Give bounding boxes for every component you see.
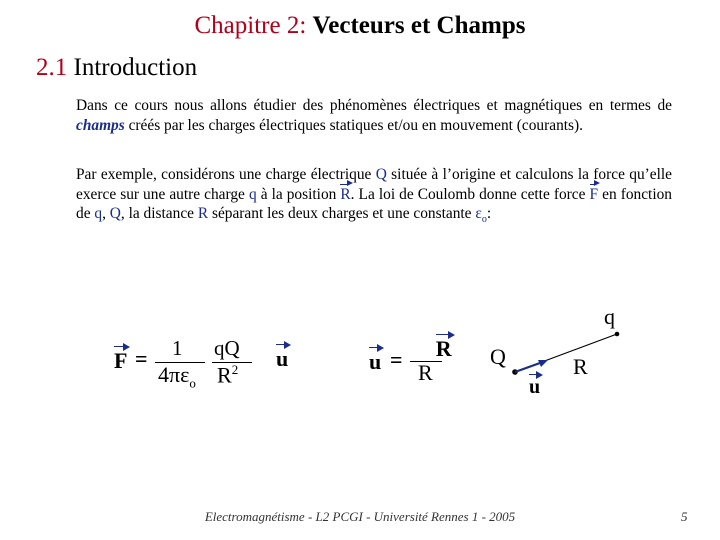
vector-F: F (589, 185, 599, 203)
denominator-4-pi-epsilon: 4πε (158, 362, 190, 387)
formula-2-u: u (369, 349, 382, 374)
formula-2-equals: = (390, 347, 403, 372)
p2-text: à la position (256, 185, 341, 203)
denominator-exponent: 2 (231, 362, 239, 377)
paragraph-1-text-a: Dans ce cours nous allons étudier des phénomènes électriques et magnétiques en termes de (76, 97, 672, 114)
p2-text: . La loi de Coulomb donne cette force (350, 185, 590, 203)
charge-q: q (94, 205, 103, 222)
denominator-R: R (217, 362, 232, 388)
vector-R: R (340, 185, 351, 203)
unit-vector-arrowhead (538, 360, 548, 367)
diagram-label-Q: Q (490, 344, 506, 369)
p2-text: en fonction de (76, 185, 672, 222)
p2-text: : (486, 205, 492, 222)
formula-unit-vector-u: u (275, 346, 289, 371)
distance-R: R (197, 205, 209, 222)
denominator-subscript: o (189, 375, 196, 391)
p2-text: , (102, 205, 110, 222)
section-title: Introduction (67, 54, 198, 81)
p2-text: Par exemple, considérons une charge électrique (76, 166, 376, 183)
title-prefix: Chapitre 2: (194, 12, 313, 39)
champs-keyword: champs (76, 116, 125, 134)
diagram-label-R: R (573, 354, 588, 379)
p2-text: située à l’origine et calculons la force qu’elle exerce sur une autre charge (76, 166, 672, 203)
diagram-label-u: u (529, 376, 541, 398)
section-number: 2.1 (36, 54, 68, 81)
paragraph-1-text-b: créés par les charges électriques statiques et/ou en mouvement (courants). (124, 116, 584, 134)
footer: Electromagnétisme - L2 PCGI - Université Rennes 1 - 2005 (204, 509, 516, 524)
title-main: Vecteurs et Champs (312, 12, 526, 39)
formula-2-numerator-R: R (435, 336, 452, 361)
epsilon-symbol: ε (475, 205, 482, 222)
fraction-2-numerator: qQ (214, 336, 240, 360)
epsilon-subscript: o (481, 214, 487, 226)
charge-Q: Q (375, 166, 387, 183)
charge-q: q (248, 185, 257, 203)
charge-Q: Q (109, 205, 121, 222)
p2-text: , la distance (120, 205, 198, 222)
charge-q-dot (615, 332, 620, 337)
fraction-1-numerator: 1 (172, 336, 183, 360)
diagram-label-q: q (604, 304, 615, 329)
formula-equals: = (135, 346, 148, 371)
formula-F: F (114, 348, 128, 373)
page-number: 5 (681, 509, 688, 524)
formula-2-denominator-R: R (418, 360, 433, 385)
p2-text: séparant les deux charges et une constante (208, 205, 476, 222)
